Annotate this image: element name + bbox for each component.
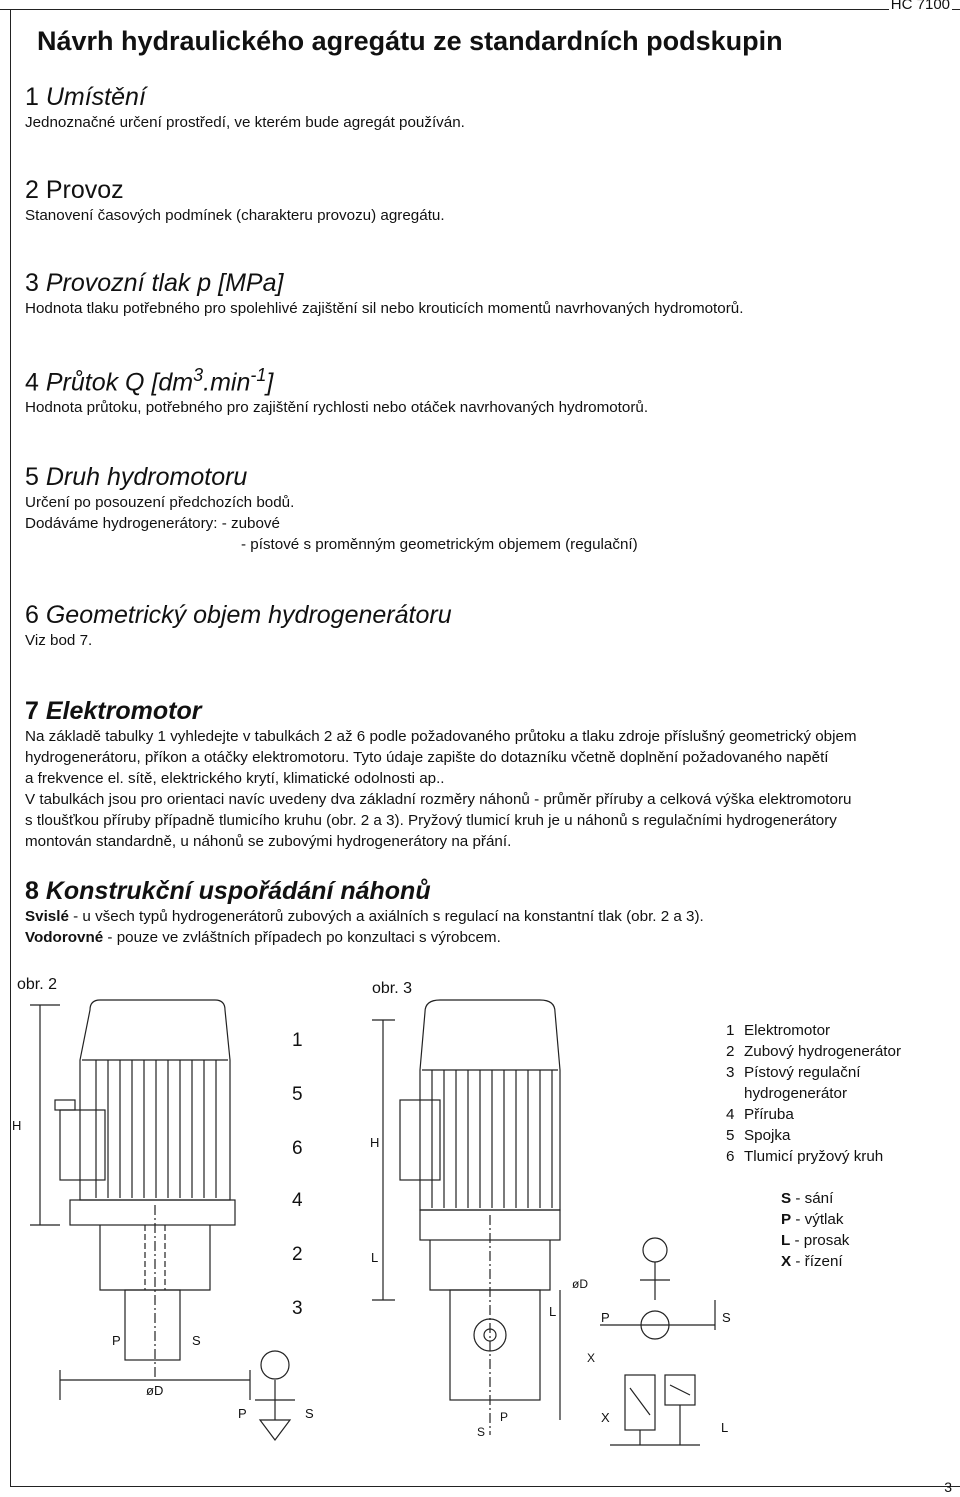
section-text: Určení po posouzení předchozích bodů. (25, 494, 295, 511)
page-number: 3 (944, 1479, 952, 1495)
port-x-label: X (587, 1351, 596, 1365)
section-text: V tabulkách jsou pro orientaci navíc uvedeny dva základní rozměry náhonů - průměr příruby a celková výška elektromotoru (25, 791, 852, 808)
legend-item: 2 Zubový hydrogenerátor (726, 1043, 902, 1060)
page-title: Návrh hydraulického agregátu ze standardních podskupin (37, 26, 783, 56)
figure-2-label: obr. 2 (17, 976, 58, 993)
section-2 (25, 175, 940, 226)
dim-d-label: øD (572, 1277, 588, 1291)
legend-item: 3 Pístový regulační (726, 1064, 861, 1081)
dim-h-label: H (370, 1135, 380, 1150)
legend-item: 4 Příruba (726, 1106, 794, 1123)
dim-l-label: L (371, 1250, 379, 1265)
port-s-label: S (305, 1406, 314, 1421)
section-8 (25, 876, 940, 948)
section-text: - pístové s proměnným geometrickým objemem (regulační) (241, 536, 638, 553)
bottom-rule (10, 1486, 960, 1487)
port-legend (781, 1188, 849, 1272)
section-text: Hodnota průtoku, potřebného pro zajištění rychlosti nebo otáček navrhovaných hydromotorů. (25, 399, 649, 417)
section-text: Dodáváme hydrogenerátory: - zubové (25, 515, 280, 532)
dim-d-label: øD (146, 1383, 164, 1398)
section-text: hydrogenerátoru, příkon a otáčky elektromotoru. Tyto údaje zapište do dotazníku včetně doplnění požadovaného napětí (25, 749, 829, 766)
port-s-label: S (477, 1425, 486, 1439)
dim-h-label: H (12, 1118, 22, 1133)
section-heading: 7 Elektromotor (25, 697, 202, 725)
legend-item: hydrogenerátor (744, 1085, 848, 1102)
section-heading: 1 Umístění (25, 83, 146, 111)
port-p-label: P (500, 1410, 509, 1424)
callout-number: 5 (292, 1084, 303, 1105)
section-text: Stanovení časových podmínek (charakteru provozu) agregátu. (25, 207, 445, 224)
callout-number: 2 (292, 1244, 303, 1265)
port-s-label: S (192, 1333, 201, 1348)
section-heading: 3 Provozní tlak p [MPa] (25, 269, 284, 297)
section-heading: 2 Provoz (25, 176, 124, 204)
section-text: Hodnota tlaku potřebného pro spolehlivé zajištění sil nebo krouticích momentů navrhovaných hydromotorů. (25, 300, 744, 317)
top-rule (0, 9, 960, 10)
section-heading: 5 Druh hydromotoru (25, 463, 248, 491)
port-l-label: L (721, 1420, 729, 1435)
legend-item: 6 Tlumicí pryžový kruh (726, 1148, 884, 1165)
port-p-label: P (238, 1406, 247, 1421)
figure-3-label: obr. 3 (372, 980, 413, 997)
section-6 (25, 600, 940, 651)
section-4 (25, 360, 940, 418)
section-3 (25, 268, 940, 319)
callout-number: 1 (292, 1030, 303, 1051)
figure-3-drawing (372, 1000, 560, 1435)
port-legend-item: P - výtlak (781, 1211, 844, 1228)
section-5 (25, 462, 940, 555)
port-legend-item: L - prosak (781, 1232, 850, 1249)
component-legend (726, 1020, 901, 1167)
port-p-label: P (112, 1333, 121, 1348)
section-1 (25, 82, 940, 133)
section-text: Viz bod 7. (25, 632, 93, 649)
callout-number: 4 (292, 1190, 303, 1211)
section-text: Jednoznačné určení prostředí, ve kterém bude agregát používán. (25, 114, 465, 131)
section-text: s tloušťkou příruby případně tlumicího kruhu (obr. 2 a 3). Pryžový tlumicí kruh je u náhonů s regulačními hydrogenerátory (25, 812, 837, 829)
port-legend-item: X - řízení (781, 1253, 843, 1270)
port-s-label: S (722, 1310, 731, 1325)
section-heading: 4 Průtok Q $[dm^3.\min^{-1}]$ (25, 365, 274, 397)
section-text: Svislé - u všech typů hydrogenerátorů zubových a axiálních s regulací na konstantní tlak (obr. 2 a 3). (25, 908, 704, 925)
figure-2-drawing (30, 1000, 295, 1440)
callout-number: 3 (292, 1298, 303, 1319)
section-text: montován standardně, u náhonů se zubovými hydrogenerátory na přání. (25, 833, 512, 850)
section-heading: 8 Konstrukční uspořádání náhonů (25, 877, 431, 905)
port-p-label: P (601, 1310, 610, 1325)
section-text: Na základě tabulky 1 vyhledejte v tabulkách 2 až 6 podle požadovaného průtoku a tlaku zdroje příslušný geometrický objem (25, 728, 857, 745)
section-heading: 6 Geometrický objem hydrogenerátoru (25, 601, 452, 629)
legend-item: 5 Spojka (726, 1127, 791, 1144)
port-x-label: X (601, 1410, 610, 1425)
port-legend-item: S - sání (781, 1190, 834, 1207)
section-text: Vodorovné - pouze ve zvláštních případech po konzultaci s výrobcem. (25, 929, 501, 946)
callout-number: 6 (292, 1138, 303, 1159)
document-code: HC 7100 (889, 0, 952, 13)
legend-item: 1 Elektromotor (726, 1022, 831, 1039)
section-text: a frekvence el. sítě, elektrického krytí, klimatické odolnosti ap.. (25, 770, 445, 787)
section-7 (25, 696, 940, 852)
port-l-label: L (549, 1304, 557, 1319)
hydraulic-schematic (600, 1238, 715, 1445)
